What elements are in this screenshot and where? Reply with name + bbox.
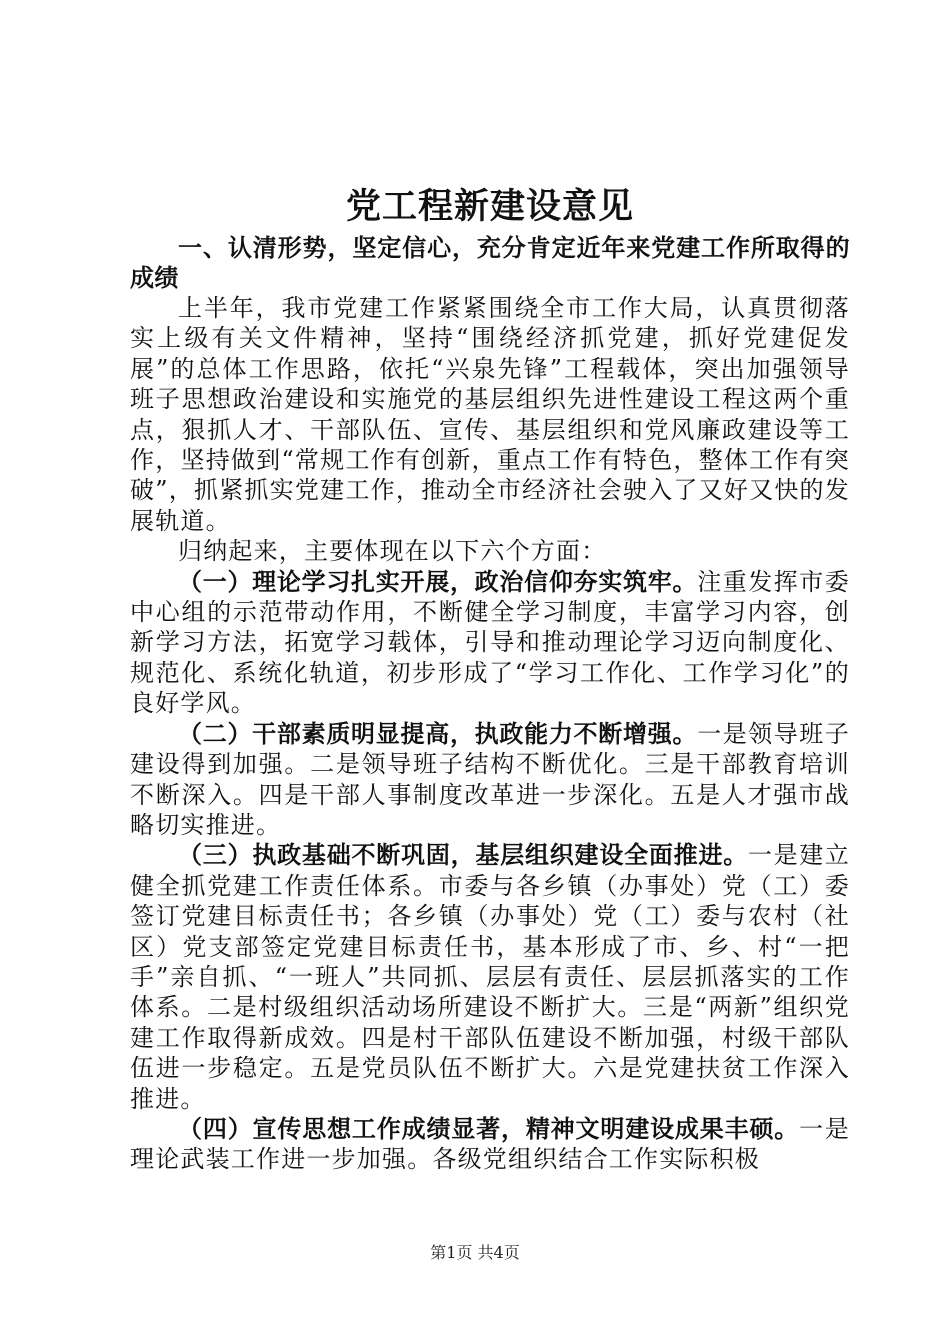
item-cadre-quality [130,719,850,841]
item-grassroots [130,840,850,1114]
item-propaganda [130,1114,850,1175]
page-number: 第1页 共4页 [430,1243,520,1262]
paragraph-summary: 上半年，我市党建工作紧紧围绕全市工作大局，认真贯彻落实上级有关文件精神，坚持“围绕经济抓党建，抓好党建促发展”的总体工作思路，依托“兴泉先锋”工程载体，突出加强领导班子思想政治建设和实施党的基层组织先进性建设工程这两个重点，狠抓人才、干部队伍、宣传、基层组织和党风廉政建设等工作，坚持做到“常规工作有创新，重点工作有特色，整体工作有突破”，抓紧抓实党建工作，推动全市经济社会驶入了又好又快的发展轨道。 [130,294,850,535]
item-theory-study [130,567,850,719]
document-title: 党工程新建设意见 [345,187,634,227]
document-page [130,185,850,1175]
item-body: 一是理论武装工作进一步加强。各级党组织结合工作实际积极 [130,1114,851,1174]
item-body: 注重发挥市委中心组的示范带动作用，不断健全学习制度，丰富学习内容，创新学习方法，拓宽学习载体，引导和推动理论学习迈向制度化、规范化、系统化轨道，初步形成了“学习工作化、工作学习化”的良好学风。 [130,567,851,718]
item-title: （四）宣传思想工作成绩显著，精神文明建设成果丰硕。 [178,1114,800,1143]
paragraph-intro: 归纳起来，主要体现在以下六个方面： [178,537,607,566]
section-heading: 一、认清形势，坚定信心，充分肯定近年来党建工作所取得的成绩 [130,234,850,292]
item-body: 一是领导班子建设得到加强。二是领导班子结构不断优化。三是干部教育培训不断深入。四是干部人事制度改革进一步深化。五是人才强市战略切实推进。 [130,719,851,839]
item-title: （二）干部素质明显提高，执政能力不断增强。 [178,719,698,748]
item-title: （一）理论学习扎实开展，政治信仰夯实筑牢。 [178,567,698,596]
item-title: （三）执政基础不断巩固，基层组织建设全面推进。 [178,841,749,870]
item-body: 一是建立健全抓党建工作责任体系。市委与各乡镇（办事处）党（工）委签订党建目标责任书；各乡镇（办事处）党（工）委与农村（社区）党支部签定党建目标责任书，基本形成了市、乡、村“一把手”亲自抓、“一班人”共同抓、层层有责任、层层抓落实的工作体系。二是村级组织活动场所建设不断扩大。三是“两新”组织党建工作取得新成效。四是村干部队伍建设不断加强，村级干部队伍进一步稳定。五是党员队伍不断扩大。六是党建扶贫工作深入推进。 [130,841,850,1113]
